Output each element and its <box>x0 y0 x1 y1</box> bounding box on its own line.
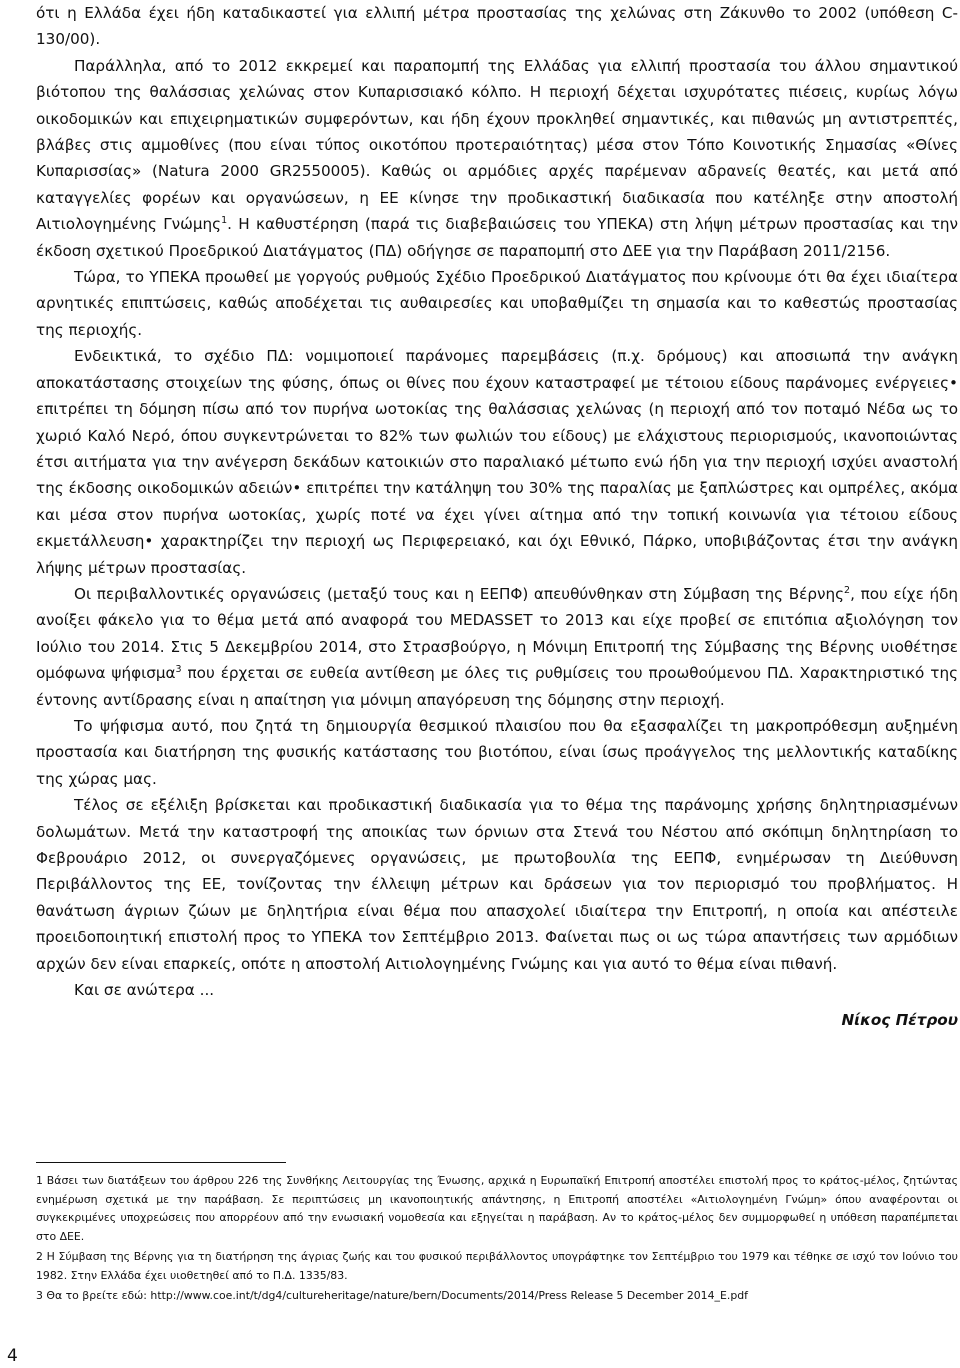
footnotes <box>36 1172 958 1308</box>
footnote-3: 3 Θα το βρείτε εδώ: http://www.coe.int/t/dg4/cultureheritage/nature/bern/Documents/2014/Press Release 5 December 2014_E.pdf <box>36 1289 748 1302</box>
paragraph-indicative: Ενδεικτικά, το σχέδιο ΠΔ: νομιμοποιεί παράνομες παρεμβάσεις (π.χ. δρόμους) και αποσιωπά την ανάγκη αποκατάστασης στοιχείων της φύσης, όπως οι θίνες που έχουν καταστραφεί με τέτοιου είδους παράνομες ενέργειες• επιτρέπει τη δόμηση πίσω από τον πυρήνα ωοτοκίας της θαλάσσιας χελώνας (η περιοχή από τον ποταμό Νέδα ως το χωριό Καλό Νερό, όπου συγκεντρώνεται το 82% των φωλιών του είδους) με ελάχιστους περιορισμούς, ικανοποιώντας έτσι αιτήματα για την ανέγερση δεκάδων κατοικιών στο παραλιακό μέτωπο ενώ ήδη για την περιοχή ισχύει αναστολή της έκδοσης οικοδομικών αδειών• επιτρέπει την κατάληψη του 30% της παραλίας με ξαπλώστρες και ομπρέλες, ακόμα και μέσα στον πυρήνα ωοτοκίας, χωρίς ποτέ να έχει γίνει αίτημα από την τοπική κοινωνία για τέτοιου είδους εκμετάλλευση• χαρακτηρίζει την περιοχή ως Περιφερειακό, και όχι Εθνικό, Πάρκο, υποβιβάζοντας έτσι την ανάγκη λήψης μέτρων προστασίας. <box>36 347 958 577</box>
paragraph-continuation: ότι η Ελλάδα έχει ήδη καταδικαστεί για ελλιπή μέτρα προστασίας της χελώνας στη Ζάκυνθο το 2002 (υπόθεση C-130/00). <box>36 4 958 49</box>
footnote-1: 1 Βάσει των διατάξεων του άρθρου 226 της Συνθήκης Λειτουργίας της Ένωσης, αρχικά η Ευρωπαϊκή Επιτροπή αποστέλει επιστολή προς το κράτος-μέλος, ζητώντας ενημέρωση σχετικά με την παράβαση. Σε περιπτώσεις μη ικανοποιητικής απάντησης, η Επιτροπή αποστέλει «Αιτιολογημένη Γνώμη» όπου αναφέρονται οι συγκεκριμένες υποχρεώσεις που απορρέουν από την ενωσιακή νομοθεσία και εξηγείται η παράβαση. Αν το κράτος-μέλος δεν συμμορφωθεί η υπόθεση παραπέμπεται στο ΔΕΕ. <box>36 1174 958 1243</box>
footnote-ref-2[interactable]: 2 <box>844 584 851 596</box>
paragraph-closing: Και σε ανώτερα ... <box>74 981 215 1000</box>
paragraph-resolution: Το ψήφισμα αυτό, που ζητά τη δημιουργία θεσμικού πλαισίου που θα εξασφαλίζει τη μακροπρόθεσμη αυξημένη προστασία και διατήρηση της φυσικής κατάστασης του βιοτόπου, είναι ίσως προάγγελος της μελλοντικής καταδίκης της χώρας μας. <box>36 716 958 788</box>
paragraph-bern-convention: Οι περιβαλλοντικές οργανώσεις (μεταξύ τους και η ΕΕΠΦ) απευθύνθηκαν στη Σύμβαση της Βέρνης$^2$, που είχε ήδη ανοίξει φάκελο για το θέμα μετά από αναφορά του MEDASSET το 2013 και είχε προβεί σε επιτόπια αξιολόγηση τον Ιούλιο του 2014. Στις 5 Δεκεμβρίου 2014, στο Στρασβούργο, η Μόνιμη Επιτροπή της Σύμβασης της Βέρνης υιοθέτησε ομόφωνα ψήφισμα$^3$ που έρχεται σε ευθεία αντίθεση με όλες τις ρυθμίσεις του προωθούμενου ΠΔ. Χαρακτηριστικό της έντονης αντίδρασης είναι η απαίτηση για μόνιμη απαγόρευση της δόμησης στην περιοχή. <box>36 584 958 709</box>
footnote-divider <box>36 1162 286 1163</box>
footnote-ref-3[interactable]: 3 <box>175 664 182 676</box>
article-body <box>36 0 958 1003</box>
footnote-2: 2 Η Σύμβαση της Βέρνης για τη διατήρηση της άγριας ζωής και του φυσικού περιβάλλοντος υπογράφτηκε τον Σεπτέμβριο του 1979 και τέθηκε σε ισχύ τον Ιούνιο του 1982. Στην Ελλάδα έχει υιοθετηθεί από το Π.Δ. 1335/83. <box>36 1250 958 1282</box>
page-number: 4 <box>7 1346 18 1366</box>
paragraph-presidential-decree: Τώρα, το ΥΠΕΚΑ προωθεί με γοργούς ρυθμούς Σχέδιο Προεδρικού Διατάγματος που κρίνουμε ότι θα έχει ιδιαίτερα αρνητικές επιπτώσεις, καθώς αποδέχεται τις αυθαιρεσίες και υποβαθμίζει τη σημασία και το καθεστώς προστασίας της περιοχής. <box>36 268 958 339</box>
footnote-ref-1[interactable]: 1 <box>221 215 228 227</box>
document-page <box>36 0 958 1033</box>
paragraph-kyparissia: Παράλληλα, από το 2012 εκκρεμεί και παραπομπή της Ελλάδας για ελλιπή προστασία του άλλου σημαντικού βιότοπου της θαλάσσιας χελώνας στον Κυπαρισσιακό κόλπο. Η περιοχή δέχεται ισχυρότατες πιέσεις, κυρίως λόγω οικοδομικών και επιχειρηματικών συμφερόντων, και ήδη έχουν προκληθεί σημαντικές, και πιθανώς μη αντιστρεπτές, βλάβες στις αμμοθίνες (που είναι τύπος οικοτόπου προτεραιότητας) μέσα στον Τόπο Κοινοτικής Σημασίας «Θίνες Κυπαρισσίας» (Natura 2000 GR2550005). Καθώς οι αρμόδιες αρχές παρέμεναν αδρανείς θεατές, και μετά από καταγγελίες φορέων και οργανώσεων, η ΕΕ κίνησε την προδικαστική διαδικασία που κατέληξε στην αποστολή Αιτιολογημένης Γνώμης$^1$. Η καθυστέρηση (παρά τις διαβεβαιώσεις του ΥΠΕΚΑ) στη λήψη μέτρων προστασίας και την έκδοση σχετικού Προεδρικού Διατάγματος (ΠΔ) οδήγησε σε παραπομπή στο ΔΕΕ για την Παράβαση 2011/2156. <box>36 56 958 260</box>
paragraph-poisoned-baits: Τέλος σε εξέλιξη βρίσκεται και προδικαστική διαδικασία για το θέμα της παράνομης χρήσης δηλητηριασμένων δολωμάτων. Μετά την καταστροφή της αποικίας των όρνιων στα Στενά του Νέστου από σκόπιμη δηλητηρίαση το Φεβρουάριο 2012, οι συνεργαζόμενες οργανώσεις, με πρωτοβουλία της ΕΕΠΦ, ενημέρωσαν τη Διεύθυνση Περιβάλλοντος της ΕΕ, τονίζοντας την έλλειψη μέτρων και δράσεων για τον περιορισμό του προβλήματος. Η θανάτωση άγριων ζώων με δηλητήρια είναι θέμα που απασχολεί ιδιαίτερα την Επιτροπή, η οποία και απέστειλε προειδοποιητική επιστολή προς το ΥΠΕΚΑ τον Σεπτέμβριο 2013. Φαίνεται πως οι ως τώρα απαντήσεις των αρμόδιων αρχών δεν είναι επαρκείς, οπότε η αποστολή Αιτιολογημένης Γνώμης και για αυτό το θέμα είναι πιθανή. <box>36 796 958 973</box>
author-signature: Νίκος Πέτρου <box>841 1011 958 1030</box>
